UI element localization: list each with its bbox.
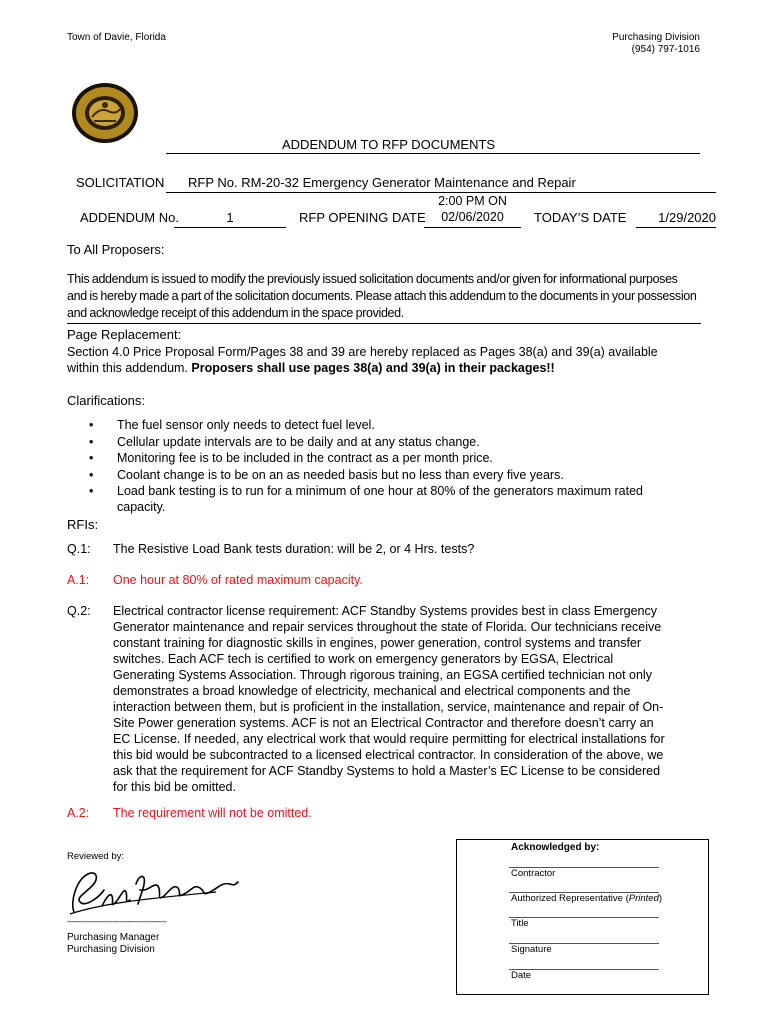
ack-line <box>509 917 659 918</box>
title-rule <box>166 153 700 154</box>
clarification-item: • Coolant change is to be on an as needed basis but no less than every five years. <box>67 467 707 484</box>
addendum-number: 1 <box>226 210 234 225</box>
q2-line: constant training for diagnostic skills in engines, power generation, control systems and transfer <box>113 636 642 650</box>
q2-label: Q.2: <box>67 604 91 618</box>
division-header <box>612 32 700 56</box>
intro-line: and acknowledge receipt of this addendum in the space provided. <box>67 306 404 320</box>
intro-line: This addendum is issued to modify the previously issued solicitation documents and/or given for informational purposes <box>67 272 678 286</box>
signature-icon <box>66 862 246 920</box>
todays-date-label: TODAY’S DATE <box>534 210 627 225</box>
a2-text: The requirement will not be omitted. <box>113 806 312 820</box>
auth-rep-close: ) <box>658 893 663 904</box>
a1-text: One hour at 80% of rated maximum capacity. <box>113 573 363 587</box>
q2-line: interaction between them, but is proficient in the installation, service, maintenance and repair of On- <box>113 700 664 714</box>
q2-line: Electrical contractor license requirement: ACF Standby Systems provides best in class Emergency <box>113 604 657 618</box>
page-replacement-line: Section 4.0 Price Proposal Form/Pages 38 and 39 are hereby replaced as Pages 38(a) and 39(a) available <box>67 345 658 359</box>
town-seal-icon <box>70 81 140 145</box>
acknowledged-by-heading: Acknowledged by: <box>511 842 600 853</box>
clarification-item: • The fuel sensor only needs to detect fuel level. <box>67 417 707 434</box>
clarifications-list <box>67 417 707 500</box>
rfis-heading: RFIs: <box>67 517 99 532</box>
q2-line: Generator maintenance and repair services throughout the state of Florida. Our technicians receive <box>113 620 662 634</box>
q2-line: EC License. If needed, any electrical work that would require permitting for electrical installations for <box>113 732 665 746</box>
a1-label: A.1: <box>67 573 90 587</box>
opening-date: 02/06/2020 <box>441 210 504 224</box>
reviewer-title-line: Purchasing Manager <box>67 932 160 943</box>
title-label[interactable]: Title <box>511 918 529 929</box>
opening-date-rule <box>424 227 521 228</box>
division-phone: (954) 797-1016 <box>631 44 700 55</box>
auth-rep-text: Authorized Representative ( <box>511 893 629 904</box>
q2-line: Generating Systems Association. Through rigorous training, an EGSA certified technician not only <box>113 668 652 682</box>
q2-line: for this bid be omitted. <box>113 780 236 794</box>
clarification-item: • Load bank testing is to run for a minimum of one hour at 80% of the generators maximum rated <box>67 483 707 500</box>
clarification-item: • Monitoring fee is to be included in the contract as a per month price. <box>67 450 707 467</box>
a2-label: A.2: <box>67 806 90 820</box>
q2-line: this bid would be subcontracted to a licensed electrical contractor. In consideration of the above, we <box>113 748 664 762</box>
page-replacement-heading: Page Replacement: <box>67 327 182 342</box>
document-title: ADDENDUM TO RFP DOCUMENTS <box>282 137 496 152</box>
page-replacement-line <box>67 360 707 376</box>
intro-line: and is hereby made a part of the solicitation documents. Please attach this addendum to the documents in your possession <box>67 289 697 303</box>
q1-text: The Resistive Load Bank tests duration: will be 2, or 4 Hrs. tests? <box>113 542 475 556</box>
reviewer-title-line: Purchasing Division <box>67 944 155 955</box>
q2-line: Site Power generation systems. ACF is not an Electrical Contractor and therefore doesn’t carry an <box>113 716 654 730</box>
signature-dashes: ---------------------------------------------- <box>67 917 167 926</box>
reviewed-by-label: Reviewed by: <box>67 851 125 862</box>
opening-date-label: RFP OPENING DATE <box>299 210 426 225</box>
q2-line: demonstrates a broad knowledge of electricity, mechanical and electrical components and the <box>113 684 631 698</box>
page-replacement-plain: within this addendum. <box>67 361 192 375</box>
addendum-rule <box>174 227 286 228</box>
addendum-label: ADDENDUM No. <box>80 210 179 225</box>
intro-paragraph <box>67 271 707 322</box>
todays-date-rule <box>636 227 716 228</box>
opening-time: 2:00 PM ON <box>438 194 507 208</box>
clarifications-heading: Clarifications: <box>67 393 146 408</box>
q1-label: Q.1: <box>67 542 91 556</box>
clarification-continuation: capacity. <box>117 500 166 514</box>
town-name: Town of Davie, Florida <box>67 32 166 43</box>
printed-text: Printed <box>628 893 659 904</box>
reviewer-title <box>67 932 159 956</box>
solicitation-label: SOLICITATION <box>76 175 165 190</box>
todays-date-value: 1/29/2020 <box>658 210 716 225</box>
intro-rule <box>67 323 701 324</box>
signature-label[interactable]: Signature <box>511 944 552 955</box>
division-name: Purchasing Division <box>612 32 700 43</box>
page-replacement-bold: Proposers shall use pages 38(a) and 39(a) in their packages!! <box>191 361 555 375</box>
salutation: To All Proposers: <box>67 242 165 257</box>
solicitation-value: RFP No. RM-20-32 Emergency Generator Maintenance and Repair <box>188 175 576 190</box>
q2-line: switches. Each ACF tech is certified to work on emergency generators by EGSA, Electrical <box>113 652 614 666</box>
ack-line <box>509 969 659 970</box>
date-label[interactable]: Date <box>511 970 532 981</box>
q2-text <box>113 603 713 795</box>
opening-date-value <box>424 193 521 225</box>
q2-line: ask that the requirement for ACF Standby Systems to hold a Master’s EC License to be considered <box>113 764 661 778</box>
authorized-representative-label[interactable] <box>511 893 662 904</box>
clarification-item: • Cellular update intervals are to be daily and at any status change. <box>67 434 707 451</box>
contractor-label[interactable]: Contractor <box>511 868 556 879</box>
acknowledgement-box <box>456 839 709 995</box>
page-replacement-text <box>67 344 707 376</box>
